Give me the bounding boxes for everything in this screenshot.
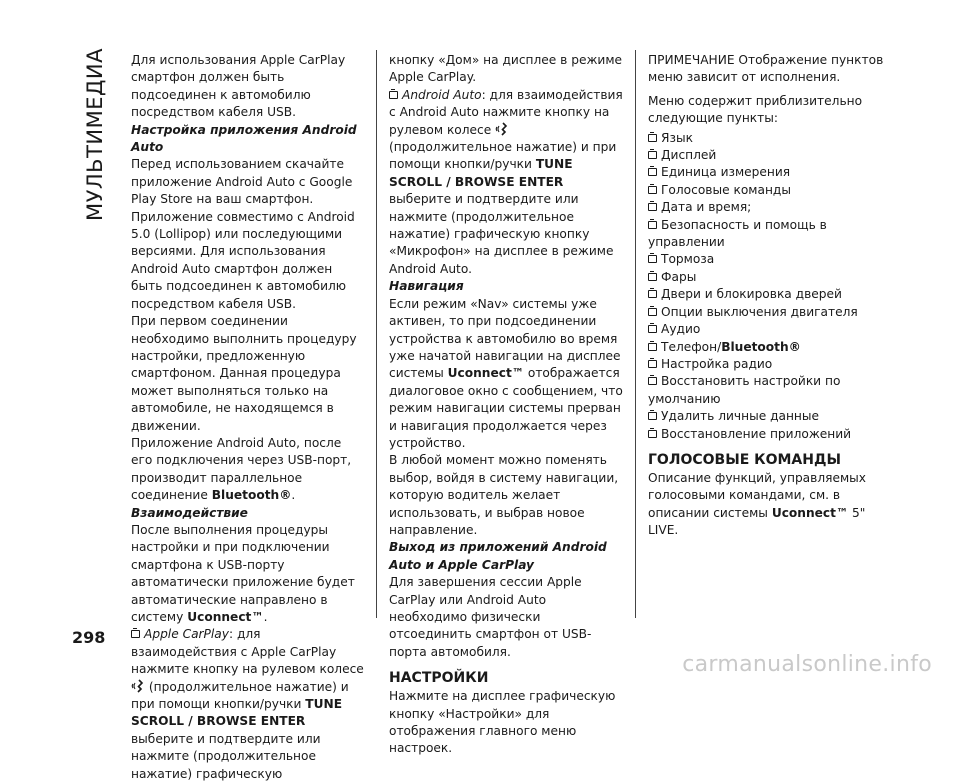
list-item [648,286,888,303]
list-item-label: Единица измерения [661,165,791,180]
list-item-label: Безопасность и помощь в управлении [648,217,827,250]
list-item [648,217,888,252]
list-item [648,321,888,338]
text: Если режим «Nav» системы уже активен, то при подсоединении устройства к автомобилю во время уже начатой навигации на дисплее системы [389,296,621,381]
bluetooth-term: Bluetooth® [211,488,292,503]
bullet-icon [648,308,657,316]
apple-carplay-label: Apple CarPlay [144,627,229,642]
list-item-label: Опции выключения двигателя [661,304,858,319]
bullet-icon [648,412,657,420]
paragraph [131,626,365,783]
heading-android-setup: Настройка приложения Android Auto [131,122,357,155]
bullet-icon [131,630,140,638]
text: : для взаимодействия с Apple CarPlay нажмите кнопку на рулевом колесе [131,627,364,677]
voice-command-icon [131,679,145,693]
list-item [648,251,888,268]
text: отображается диалоговое окно с сообщением, что режим навигации системы прерван и навигация продолжается через устройство. [389,366,623,450]
list-item [648,130,888,147]
heading-interaction: Взаимодействие [131,505,248,520]
list-item-label: Дата и время; [661,200,752,215]
text-column-3 [648,52,888,540]
text-column-1 [131,52,365,783]
voice-command-icon [495,122,509,136]
page-number: 298 [72,628,106,647]
paragraph [648,470,888,540]
bullet-icon [648,186,657,194]
text: : для взаимодействия с Android Auto нажмите кнопку на рулевом колесе [389,87,623,137]
paragraph: В любой момент можно поменять выбор, войдя в систему навигации, которую водитель желает использовать, и выбрав новое направление. [389,453,619,537]
bullet-icon [648,430,657,438]
list-item-label: Дисплей [661,148,717,163]
paragraph: Для завершения сессии Apple CarPlay или Android Auto необходимо физически отсоединить смартфон от USB-порта автомобиля. [389,575,592,659]
bullet-icon [648,151,657,159]
paragraph: Нажмите на дисплее графическую кнопку «Настройки» для отображения главного меню настроек. [389,689,616,756]
list-item [648,304,888,321]
paragraph: кнопку «Дом» на дисплее в режиме Apple CarPlay. [389,53,623,85]
bullet-icon [648,325,657,333]
bluetooth-term: Bluetooth® [721,339,801,354]
bullet-icon [648,221,657,229]
list-item-label: Тормоза [661,252,715,267]
list-item-label: Удалить личные данные [661,409,820,424]
list-item [648,182,888,199]
heading-voice-commands: ГОЛОСОВЫЕ КОМАНДЫ [648,451,841,468]
android-auto-label: Android Auto [402,87,482,102]
paragraph [389,296,625,453]
list-item-label: Телефон/ [661,339,722,354]
list-item-label: Восстановить настройки по умолчанию [648,374,841,406]
text: выберите и подтвердите или нажмите (продолжительное нажатие) графическую кнопку «Микрофон» на дисплее в режиме Android Auto. [389,192,614,276]
list-item-label: Аудио [661,322,701,337]
paragraph: При первом соединении необходимо выполнить процедуру настройки, предложенную смартфоном. Данная процедура может выполняться только на автомобиле, не находящемся в движении. [131,314,357,433]
list-item-label: Настройка радио [661,356,773,371]
column-divider [635,50,636,618]
list-item-label: Восстановление приложений [661,426,852,441]
text: . [263,610,268,624]
bullet-icon [648,203,657,211]
list-item [648,164,888,181]
bullet-icon [389,91,398,99]
text: выберите и подтвердите или нажмите (продолжительное нажатие) графическую [131,731,321,781]
text: Описание функций, управляемых голосовыми командами, см. в описании системы [648,470,866,520]
section-title-vertical [78,48,112,228]
list-item [648,356,888,373]
list-item [648,426,888,443]
heading-exit-apps: Выход из приложений Android Auto и Apple CarPlay [389,540,607,572]
text: (продолжительное нажатие) и при помощи кнопки/ручки [131,679,349,712]
uconnect-term: Uconnect™ [447,366,524,381]
list-item [648,269,888,286]
bullet-icon [648,273,657,281]
list-item-label: Фары [661,269,697,284]
text: После выполнения процедуры настройки и при подключении смартфона к USB-порту автоматически приложение будет автоматические направлено в систему [131,522,355,624]
watermark: carmanualsonline.info [682,652,932,677]
uconnect-term: Uconnect™ [771,505,849,520]
tune-scroll-command: TUNE SCROLL / BROWSE ENTER [389,157,573,189]
settings-menu-list [648,130,888,443]
text: . [291,488,296,503]
heading-settings: НАСТРОЙКИ [389,670,489,687]
list-item [648,147,888,164]
list-item [648,339,888,356]
heading-navigation: Навигация [389,279,464,294]
bullet-icon [648,168,657,176]
bullet-icon [648,377,657,385]
bullet-icon [648,290,657,298]
paragraph [131,522,365,626]
column-divider [376,50,377,618]
text: 5" LIVE. [648,505,866,538]
bullet-icon [648,134,657,142]
text: Приложение Android Auto, после его подключения через USB-порт, производит параллельное соединение [131,435,352,503]
section-title-text: МУЛЬТИМЕДИА [83,48,107,222]
uconnect-term: Uconnect™ [187,610,264,624]
paragraph: Перед использованием скачайте приложение Android Auto с Google Play Store на ваш смартфон. [131,157,353,207]
paragraph: Для использования Apple CarPlay смартфон должен быть подсоединен к автомобилю посредством кабеля USB. [131,53,346,120]
list-item [648,373,888,408]
paragraph [389,87,625,278]
list-item [648,199,888,216]
paragraph: Меню содержит приблизительно следующие пункты: [648,93,863,126]
tune-scroll-command: TUNE SCROLL / BROWSE ENTER [131,697,343,729]
list-item-label: Язык [661,130,693,145]
paragraph [131,435,365,505]
list-item-label: Двери и блокировка дверей [661,287,842,302]
list-item-label: Голосовые команды [661,182,791,197]
bullet-icon [648,343,657,351]
text-column-2 [389,52,625,758]
note-paragraph: ПРИМЕЧАНИЕ Отображение пунктов меню зависит от исполнения. [648,53,884,85]
bullet-icon [648,360,657,368]
list-item [648,408,888,425]
text: (продолжительное нажатие) и при помощи кнопки/ручки [389,140,617,172]
bullet-icon [648,255,657,263]
paragraph: Приложение совместимо с Android 5.0 (Lollipop) или последующими версиями. Для использования Android Auto смартфон должен быть подсоединен к автомобилю посредством кабеля USB. [131,209,355,311]
